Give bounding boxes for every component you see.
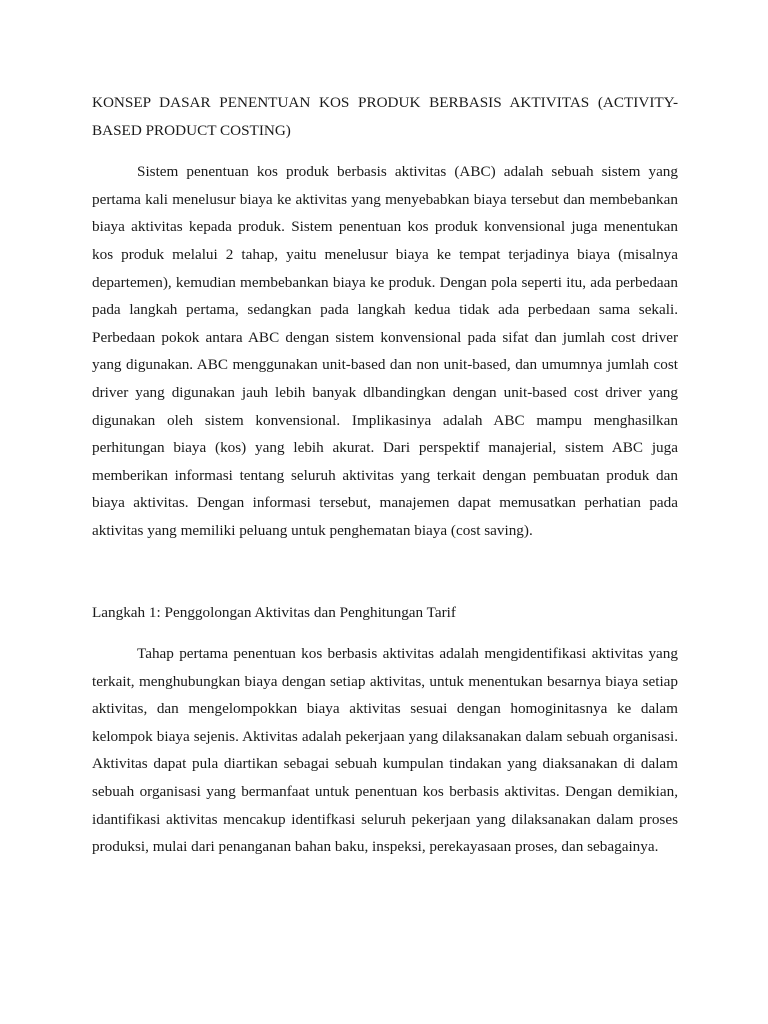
paragraph-abc-definition: Sistem penentuan kos produk berbasis aktivitas (ABC) adalah sebuah sistem yang pertama kali menelusur biaya ke aktivitas yang menyebabkan biaya tersebut dan membebankan biaya aktivitas kepada produk. Sistem penentuan kos produk konvensional juga menentukan kos produk melalui 2 tahap, yaitu menelusur biaya ke tempat terjadinya biaya (misalnya departemen), kemudian membebankan biaya ke produk. Dengan pola seperti itu, ada perbedaan pada langkah pertama, sedangkan pada langkah kedua tidak ada perbedaan sama sekali. Perbedaan pokok antara ABC dengan sistem konvensional pada sifat dan jumlah cost driver yang digunakan. ABC menggunakan unit-based dan non unit-based, dan umumnya jumlah cost driver yang digunakan jauh lebih banyak dlbandingkan dengan unit-based cost driver yang digunakan oleh sistem konvensional. Implikasinya adalah ABC mampu menghasilkan perhitungan biaya (kos) yang lebih akurat. Dari perspektif manajerial, sistem ABC juga memberikan informasi tentang seluruh aktivitas yang terkait dengan pembuatan produk dan biaya aktivitas. Dengan informasi tersebut, manajemen dapat memusatkan perhatian pada aktivitas yang memiliki peluang untuk penghematan biaya (cost saving). — [92, 163, 678, 539]
document-body — [92, 89, 678, 861]
paragraph-step-1: Tahap pertama penentuan kos berbasis aktivitas adalah mengidentifikasi aktivitas yang terkait, menghubungkan biaya dengan setiap aktivitas, untuk menentukan besarnya biaya setiap aktivitas, dan mengelompokkan biaya aktivitas sesuai dengan homoginitasnya ke dalam kelompok biaya sejenis. Aktivitas adalah pekerjaan yang dilaksanakan dalam sebuah organisasi. Aktivitas dapat pula diartikan sebagai sebuah kumpulan tindakan yang diaksanakan di dalam sebuah organisasi yang bermanfaat untuk penentuan kos berbasis aktivitas. Dengan demikian, idantifikasi aktivitas mencakup identifkasi seluruh pekerjaan yang dilaksanakan dalam proses produksi, mulai dari penanganan bahan baku, inspeksi, perekayasaan proses, dan sebagainya. — [92, 645, 678, 856]
document-title: KONSEP DASAR PENENTUAN KOS PRODUK BERBASIS AKTIVITAS (ACTIVITY-BASED PRODUCT COSTING) — [92, 94, 678, 139]
section-heading-step-1: Langkah 1: Penggolongan Aktivitas dan Penghitungan Tarif — [92, 603, 456, 621]
